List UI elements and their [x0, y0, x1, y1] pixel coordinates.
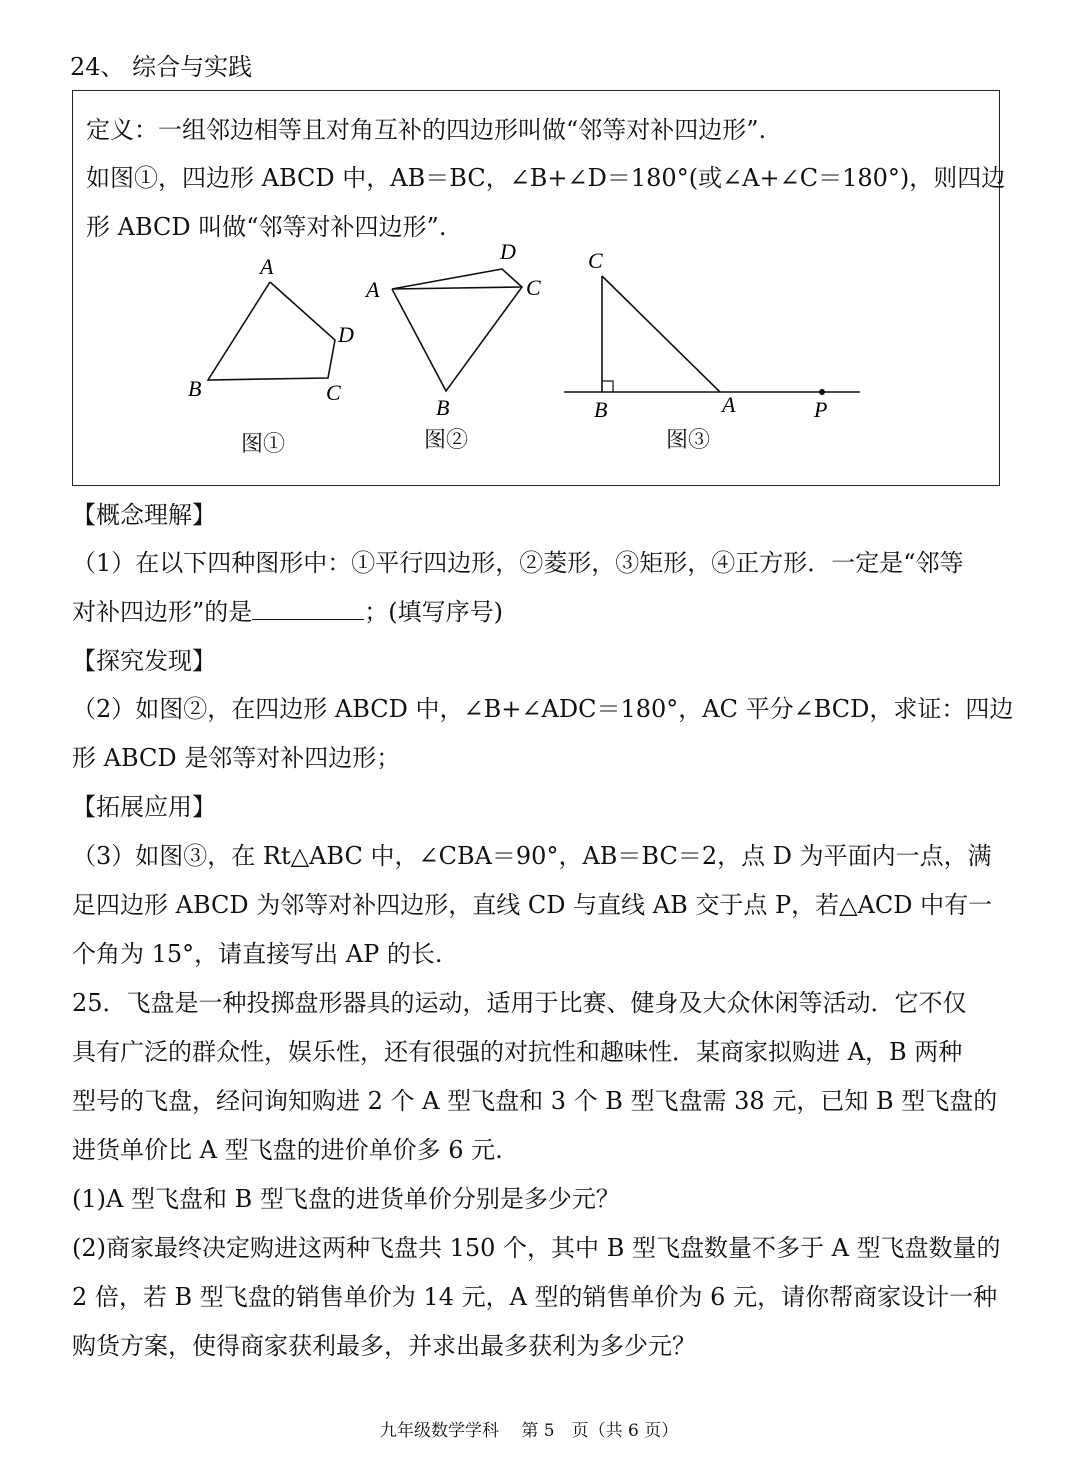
q25-sub1: (1)A 型飞盘和 B 型飞盘的进货单价分别是多少元？	[72, 1185, 620, 1213]
fig1-label-d: D	[338, 322, 354, 347]
q25-line-2: 具有广泛的群众性，娱乐性，还有很强的对抗性和趣味性．某商家拟购进 A，B 两种	[72, 1038, 963, 1066]
figure-1-diagram	[180, 250, 380, 420]
q25-sub2-line-2: 2 倍，若 B 型飞盘的销售单价为 14 元，A 型的销售单价为 6 元，请你帮商家设计一种	[72, 1283, 998, 1311]
part1-line-2-text: 对补四边形”的是	[72, 598, 253, 626]
q25-sub2-line-3: 购货方案，使得商家获利最多，并求出最多获利为多少元？	[72, 1332, 696, 1360]
section-concept-title: 【概念理解】	[72, 501, 216, 529]
fig2-label-a: A	[366, 277, 380, 302]
figure-3-caption: 图③	[666, 428, 711, 453]
fig2-label-d: D	[500, 239, 516, 264]
fig3-label-c: C	[588, 248, 603, 273]
page-footer: 九年级数学学科 第 5 页（共 6 页）	[380, 1421, 679, 1441]
fig3-label-a: A	[722, 392, 736, 417]
fig3-right-angle-mark	[602, 381, 613, 392]
definition-line-1: 定义：一组邻边相等且对角互补的四边形叫做“邻等对补四边形”.	[86, 116, 767, 144]
figure-3-diagram	[560, 240, 880, 430]
fig3-label-b: B	[594, 397, 608, 422]
fig2-diagonal-ac	[392, 287, 522, 289]
fig1-label-b: B	[188, 376, 202, 401]
fig2-label-c: C	[526, 275, 541, 300]
q24-header: 24、 综合与实践	[70, 53, 253, 81]
figure-1-caption: 图①	[241, 432, 286, 457]
part3-line-2: 足四边形 ABCD 为邻等对补四边形，直线 CD 与直线 AB 交于点 P，若△ACD 中有一	[72, 891, 993, 919]
part1-line-2	[72, 597, 503, 627]
definition-line-3: 形 ABCD 叫做“邻等对补四边形”.	[86, 213, 447, 241]
part2-line-2: 形 ABCD 是邻等对补四边形；	[72, 744, 401, 772]
fig2-label-b: B	[436, 395, 450, 420]
part3-line-1: （3）如图③，在 Rt△ABC 中，∠CBA＝90°，AB＝BC＝2，点 D 为平面内一点，满	[72, 842, 992, 870]
fig3-label-p: P	[814, 397, 828, 422]
fig1-label-a: A	[260, 254, 274, 279]
fig1-quadrilateral	[208, 282, 335, 380]
fig3-side-ca	[602, 276, 720, 392]
part3-line-3: 个角为 15°，请直接写出 AP 的长.	[72, 940, 443, 968]
figure-2-diagram	[360, 235, 560, 425]
fig1-label-c: C	[326, 380, 341, 405]
figure-2-caption: 图②	[424, 428, 469, 453]
part1-line-2-tail: ；(填写序号)	[364, 598, 504, 626]
definition-line-2: 如图①，四边形 ABCD 中，AB＝BC，∠B+∠D＝180°(或∠A+∠C＝180°)，则四边	[86, 164, 1006, 192]
fig3-point-p	[819, 389, 825, 395]
section-explore-title: 【探究发现】	[72, 647, 216, 675]
q25-line-1: 25．飞盘是一种投掷盘形器具的运动，适用于比赛、健身及大众休闲等活动．它不仅	[72, 989, 967, 1017]
part2-line-1: （2）如图②，在四边形 ABCD 中，∠B+∠ADC＝180°，AC 平分∠BCD，求证：四边	[72, 695, 1014, 723]
q25-line-4: 进货单价比 A 型飞盘的进价单价多 6 元.	[72, 1136, 503, 1164]
part1-line-1: （1）在以下四种图形中：①平行四边形，②菱形，③矩形，④正方形．一定是“邻等	[72, 549, 964, 577]
q25-line-3: 型号的飞盘，经问询知购进 2 个 A 型飞盘和 3 个 B 型飞盘需 38 元，已知 B 型飞盘的	[72, 1087, 998, 1115]
q25-sub2-line-1: (2)商家最终决定购进这两种飞盘共 150 个，其中 B 型飞盘数量不多于 A 型飞盘数量的	[72, 1234, 1001, 1262]
section-extend-title: 【拓展应用】	[72, 793, 216, 821]
answer-blank	[252, 597, 364, 620]
